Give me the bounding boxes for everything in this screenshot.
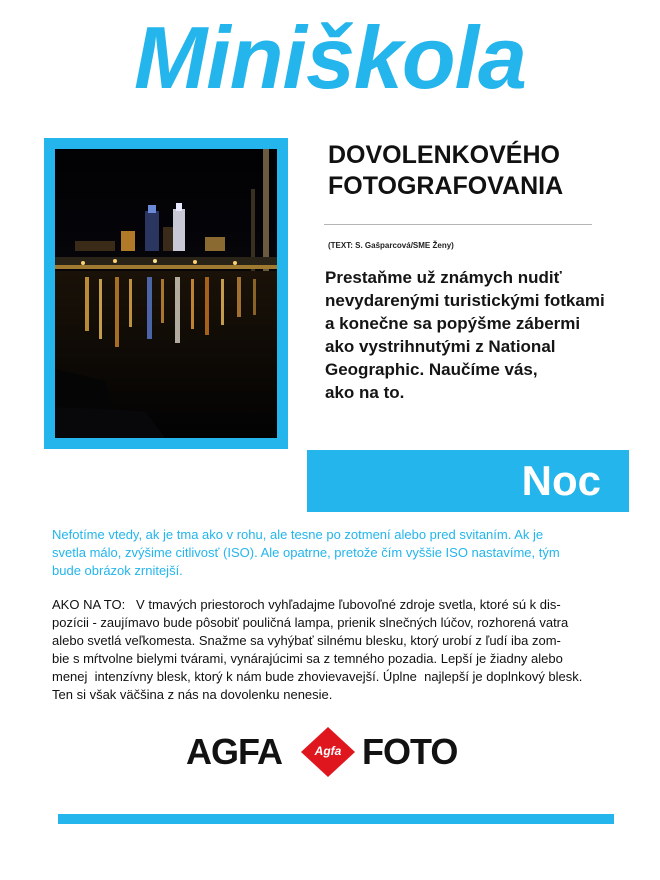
headline-line: FOTOGRAFOVANIA	[328, 172, 564, 200]
body-line: AKO NA TO: V tmavých priestoroch vyhľadajme ľubovoľné zdroje svetla, ktoré sú k dis-	[52, 597, 561, 612]
night-city-photo	[55, 149, 277, 438]
intro-line: nevydarenými turistickými fotkami	[325, 291, 605, 310]
divider	[324, 224, 592, 225]
body-line: bie s mŕtvolne bielymi tvárami, vynárajúcimi sa z temného pozadia. Lepší je žiadny alebo	[52, 651, 563, 666]
logo-word-foto: FOTO	[362, 731, 458, 772]
section-header-bar	[307, 450, 629, 512]
masthead-title: Miniškola	[134, 8, 526, 107]
logo-mark-text: Agfa	[314, 744, 342, 758]
intro-paragraph	[325, 266, 645, 404]
lead-line: bude obrázok zrnitejší.	[52, 563, 183, 578]
intro-line: ako vystrihnutými z National	[325, 337, 556, 356]
intro-line: a konečne sa popýšme zábermi	[325, 314, 581, 333]
section-lead	[52, 526, 612, 580]
agfa-diamond-icon	[300, 726, 356, 778]
article-headline	[328, 140, 628, 202]
intro-line: Geographic. Naučíme vás,	[325, 360, 538, 379]
lead-line: Nefotíme vtedy, ak je tma ako v rohu, ale tesne po zotmení alebo pred svitaním. Ak je	[52, 527, 544, 542]
section-body	[52, 596, 622, 704]
lead-line: svetla málo, zvýšime citlivosť (ISO). Ale opatrne, pretože čím vyššie ISO nastavíme, tým	[52, 545, 560, 560]
body-line: alebo svetlá veľkomesta. Snažme sa vyhýbať silnému blesku, ktorý urobí z ľudí iba zom-	[52, 633, 561, 648]
body-line: menej intenzívny blesk, ktorý k nám bude zhovievavejší. Úplne najlepší je doplnkový blesk.	[52, 669, 583, 684]
author-credit: (TEXT: S. Gašparcová/SME Ženy)	[328, 241, 454, 250]
intro-line: ako na to.	[325, 383, 405, 402]
body-line: Ten si však väčšina z nás na dovolenku nenesie.	[52, 687, 333, 702]
headline-line: DOVOLENKOVÉHO	[328, 141, 560, 169]
section-title: Noc	[521, 457, 601, 504]
footer-bar	[58, 814, 614, 824]
agfa-foto-logo	[186, 726, 486, 778]
logo-word-agfa: AGFA	[186, 731, 283, 772]
intro-line: Prestaňme už známych nudiť	[325, 268, 562, 287]
body-line: pozícii - zaujímavo bude pôsobiť pouličná lampa, prienik slnečných lúčov, rozhorená vatra	[52, 615, 569, 630]
